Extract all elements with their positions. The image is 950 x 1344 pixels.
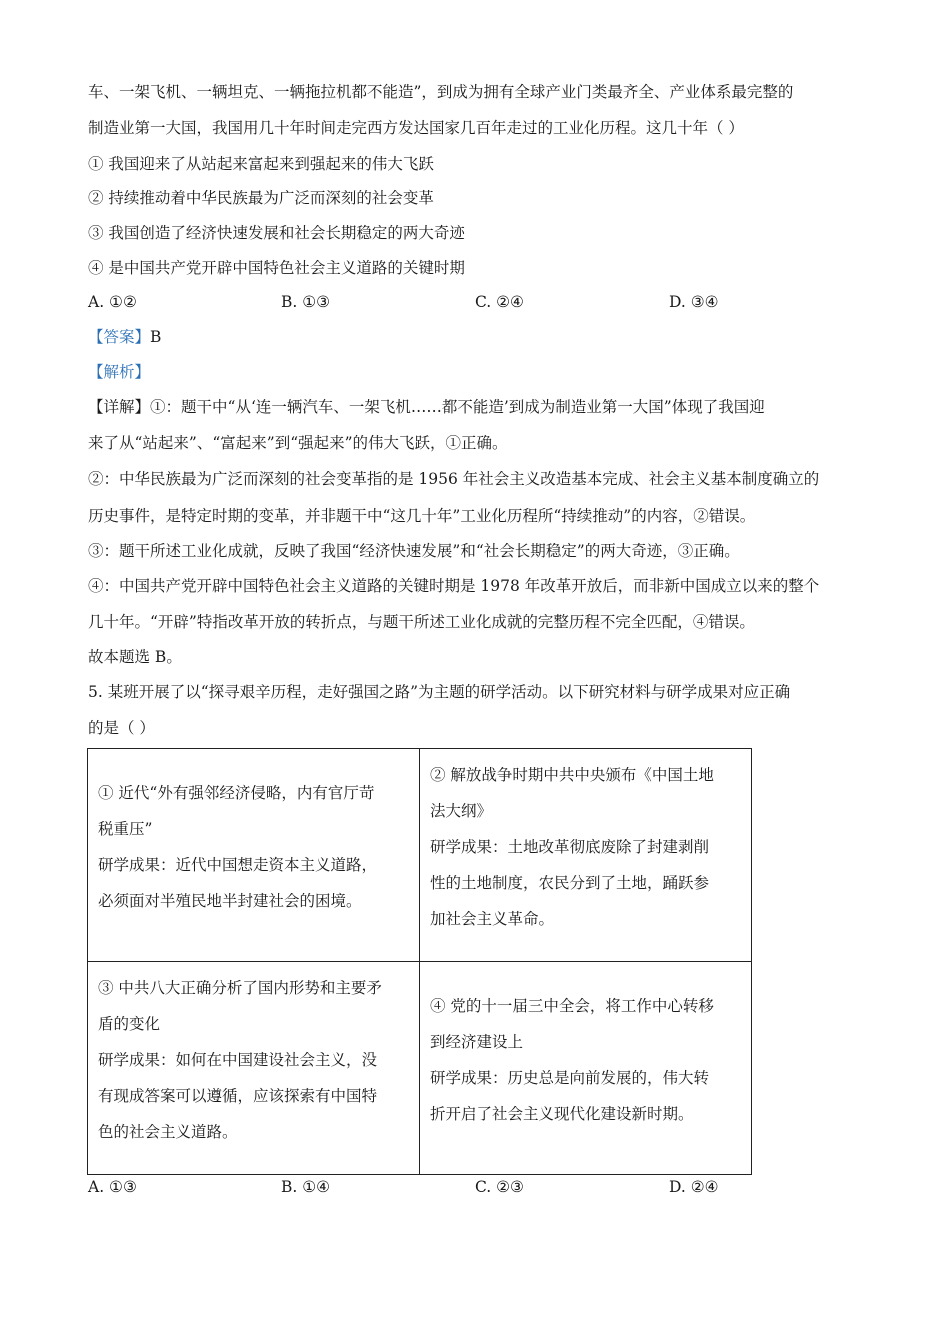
q5-option-d: D. ②④ [669, 1178, 719, 1196]
q4-statement-3: ③ 我国创造了经济快速发展和社会长期稳定的两大奇迹 [88, 224, 465, 242]
table-cell-1 [88, 749, 420, 962]
cell-line: 折开启了社会主义现代化建设新时期。 [430, 1105, 694, 1123]
detail-text-1: ①：题干中“从‘连一辆汽车、一架飞机……都不能造’到成为制造业第一大国”体现了我国迎 [150, 398, 765, 416]
table-cell-3 [88, 962, 420, 1175]
cell-line: 法大纲》 [430, 802, 493, 820]
cell-line: 研学成果：历史总是向前发展的，伟大转 [430, 1069, 710, 1087]
q4-answer [88, 326, 161, 348]
q4-statement-1: ① 我国迎来了从站起来富起来到强起来的伟大飞跃 [88, 155, 434, 173]
q4-option-b: B. ①③ [281, 293, 331, 311]
q5-option-c: C. ②③ [475, 1178, 524, 1196]
cell-line: 色的社会主义道路。 [98, 1123, 238, 1141]
q5-stem-line-2: 的是（ ） [88, 719, 155, 737]
cell-line: ① 近代“外有强邻经济侵略，内有官厅苛 [98, 784, 375, 802]
table-cell-4 [420, 962, 752, 1175]
cell-line: 盾的变化 [98, 1015, 161, 1033]
table-row [88, 749, 752, 962]
q4-option-d: D. ③④ [669, 293, 719, 311]
cell-line: ② 解放战争时期中共中央颁布《中国土地 [430, 766, 714, 784]
cell-line: 有现成答案可以遵循，应该探索有中国特 [98, 1087, 378, 1105]
detail-tag: 【详解】 [88, 398, 151, 416]
q5-option-b: B. ①④ [281, 1178, 331, 1196]
q4-statement-4: ④ 是中国共产党开辟中国特色社会主义道路的关键时期 [88, 259, 465, 277]
cell-line: 到经济建设上 [430, 1033, 524, 1051]
table-cell-2 [420, 749, 752, 962]
q5-stem-line-1: 5. 某班开展了以“探寻艰辛历程，走好强国之路”为主题的研学活动。以下研究材料与研学成果对应正确 [88, 683, 791, 701]
q4-statement-2: ② 持续推动着中华民族最为广泛而深刻的社会变革 [88, 189, 434, 207]
cell-line: 加社会主义革命。 [430, 910, 555, 928]
q4-stem-line-1: 车、一架飞机、一辆坦克、一辆拖拉机都不能造”，到成为拥有全球产业门类最齐全、产业体系最完整的 [88, 83, 794, 101]
cell-line: 性的土地制度，农民分到了土地，踊跃参 [430, 874, 710, 892]
q5-material-table [87, 748, 752, 1175]
cell-line: 研学成果：如何在中国建设社会主义，没 [98, 1051, 378, 1069]
cell-line: ④ 党的十一届三中全会，将工作中心转移 [430, 997, 714, 1015]
answer-value: B [150, 328, 162, 346]
q4-option-c: C. ②④ [475, 293, 524, 311]
cell-line: 研学成果：土地改革彻底废除了封建剥削 [430, 838, 710, 856]
cell-line: 研学成果：近代中国想走资本主义道路， [98, 856, 378, 874]
q4-detail-line-1 [88, 396, 765, 418]
q4-detail-line-6: ④：中国共产党开辟中国特色社会主义道路的关键时期是 1978 年改革开放后，而非新中国成立以来的整个 [88, 577, 820, 595]
q5-option-a: A. ①③ [88, 1178, 137, 1196]
q4-detail-line-2: 来了从“站起来”、“富起来”到“强起来”的伟大飞跃，①正确。 [88, 434, 508, 452]
q4-detail-line-5: ③：题干所述工业化成就，反映了我国“经济快速发展”和“社会长期稳定”的两大奇迹，③正确。 [88, 542, 740, 560]
cell-line: ③ 中共八大正确分析了国内形势和主要矛 [98, 979, 382, 997]
q4-stem-line-2: 制造业第一大国，我国用几十年时间走完西方发达国家几百年走过的工业化历程。这几十年（ ） [88, 119, 744, 137]
analysis-tag: 【解析】 [88, 363, 151, 381]
q4-detail-line-3: ②：中华民族最为广泛而深刻的社会变革指的是 1956 年社会主义改造基本完成、社会主义基本制度确立的 [88, 470, 820, 488]
cell-line: 税重压” [98, 820, 153, 838]
q4-detail-line-8: 故本题选 B。 [88, 648, 182, 666]
q4-option-a: A. ①② [88, 293, 137, 311]
table-row [88, 962, 752, 1175]
cell-line: 必须面对半殖民地半封建社会的困境。 [98, 892, 362, 910]
answer-tag: 【答案】 [88, 328, 151, 346]
q4-detail-line-7: 几十年。“开辟”特指改革开放的转折点，与题干所述工业化成就的完整历程不完全匹配，④错误。 [88, 613, 755, 631]
q4-detail-line-4: 历史事件，是特定时期的变革，并非题干中“这几十年”工业化历程所“持续推动”的内容，②错误。 [88, 507, 756, 525]
